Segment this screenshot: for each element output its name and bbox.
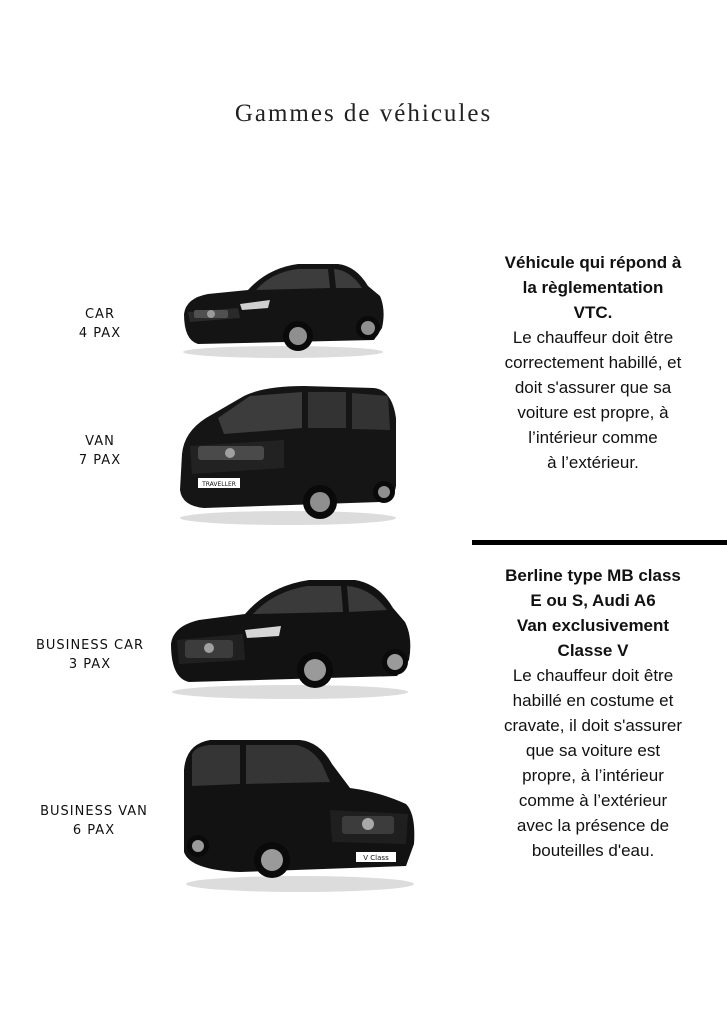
vehicle-label-van (20, 432, 180, 470)
desc-bold-line: Berline type MB class (505, 566, 681, 585)
desc-line: que sa voiture est (525, 741, 661, 760)
business-van-plate-text: V Class (363, 854, 389, 862)
desc-line: l’intérieur comme (528, 428, 658, 447)
vehicle-label-business-van (14, 802, 174, 840)
desc-line: comme à l’extérieur (518, 791, 668, 810)
business-description (478, 563, 708, 863)
sedan-car-image (178, 252, 388, 360)
business-sedan-image (165, 570, 415, 700)
desc-line: doit s'assurer que sa (514, 378, 672, 397)
desc-line: correctement habillé, et (504, 353, 682, 372)
vehicle-name: BUSINESS CAR (35, 638, 145, 653)
vehicle-name: VAN (85, 434, 115, 449)
desc-bold-line: E ou S, Audi A6 (530, 591, 656, 610)
van-image (174, 378, 402, 526)
desc-line: avec la présence de (516, 816, 670, 835)
desc-line: bouteilles d'eau. (531, 841, 655, 860)
vehicle-name: BUSINESS VAN (40, 804, 148, 819)
desc-bold-line: Van exclusivement (516, 616, 670, 635)
van-plate-text: TRAVELLER (202, 481, 236, 488)
vehicle-pax: 7 PAX (78, 453, 122, 468)
desc-line: à l’extérieur. (547, 453, 639, 472)
desc-line: habillé en costume et (512, 691, 674, 710)
desc-line: voiture est propre, à (517, 403, 669, 422)
desc-bold-line: Classe V (557, 641, 629, 660)
vehicle-pax: 4 PAX (78, 326, 122, 341)
desc-bold-line: VTC. (573, 303, 613, 322)
desc-line: cravate, il doit s'assurer (503, 716, 683, 735)
vehicle-label-business-car (10, 636, 170, 674)
business-van-image (180, 734, 420, 894)
page-title: Gammes de véhicules (234, 100, 493, 127)
desc-bold-line: Véhicule qui répond à (504, 253, 682, 272)
vehicle-pax: 6 PAX (72, 823, 116, 838)
vehicle-label-car (20, 305, 180, 343)
desc-bold-line: la règlementation (522, 278, 664, 297)
vehicle-pax: 3 PAX (68, 657, 112, 672)
desc-line: Le chauffeur doit être (512, 666, 674, 685)
section-divider (472, 540, 727, 545)
standard-description (478, 250, 708, 475)
desc-line: Le chauffeur doit être (512, 328, 674, 347)
desc-line: propre, à l’intérieur (522, 766, 664, 785)
vehicle-name: CAR (84, 307, 115, 322)
